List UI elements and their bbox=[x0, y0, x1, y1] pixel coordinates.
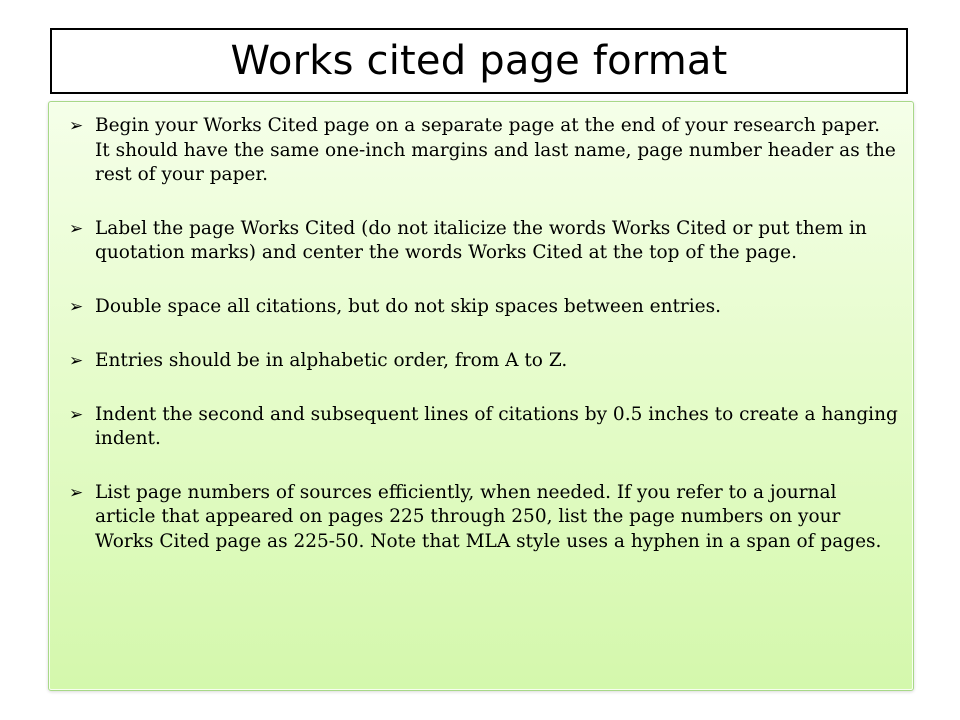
content-box bbox=[48, 101, 914, 691]
bullet-text: Entries should be in alphabetic order, from A to Z. bbox=[95, 349, 568, 371]
arrowhead-bullet-icon: ➢ bbox=[69, 482, 84, 503]
bullet-list bbox=[69, 114, 899, 554]
bullet-item bbox=[69, 349, 899, 374]
arrowhead-bullet-icon: ➢ bbox=[69, 350, 84, 371]
bullet-item bbox=[69, 481, 899, 555]
slide-title: Works cited page format bbox=[230, 38, 728, 84]
bullet-text: List page numbers of sources efficiently, when needed. If you refer to a journal article that appeared on pages 225 through 250, list the page numbers on your Works Cited page as 225-50. Note that MLA style uses a hyphen in a span of pages. bbox=[95, 481, 882, 552]
bullet-item bbox=[69, 403, 899, 452]
arrowhead-bullet-icon: ➢ bbox=[69, 296, 84, 317]
arrowhead-bullet-icon: ➢ bbox=[69, 404, 84, 425]
bullet-text: Begin your Works Cited page on a separate page at the end of your research paper. It should have the same one-inch margins and last name, page number header as the rest of your paper. bbox=[95, 115, 896, 185]
arrowhead-bullet-icon: ➢ bbox=[69, 116, 84, 136]
bullet-item bbox=[69, 295, 899, 320]
arrowhead-bullet-icon: ➢ bbox=[69, 218, 84, 239]
title-box bbox=[50, 28, 908, 94]
bullet-text: Label the page Works Cited (do not italicize the words Works Cited or put them in quotation marks) and center the words Works Cited at the top of the page. bbox=[95, 217, 867, 263]
bullet-text: Indent the second and subsequent lines of citations by 0.5 inches to create a hanging indent. bbox=[95, 403, 898, 449]
bullet-text: Double space all citations, but do not skip spaces between entries. bbox=[95, 295, 722, 317]
bullet-item bbox=[69, 217, 899, 266]
bullet-item bbox=[69, 114, 899, 188]
